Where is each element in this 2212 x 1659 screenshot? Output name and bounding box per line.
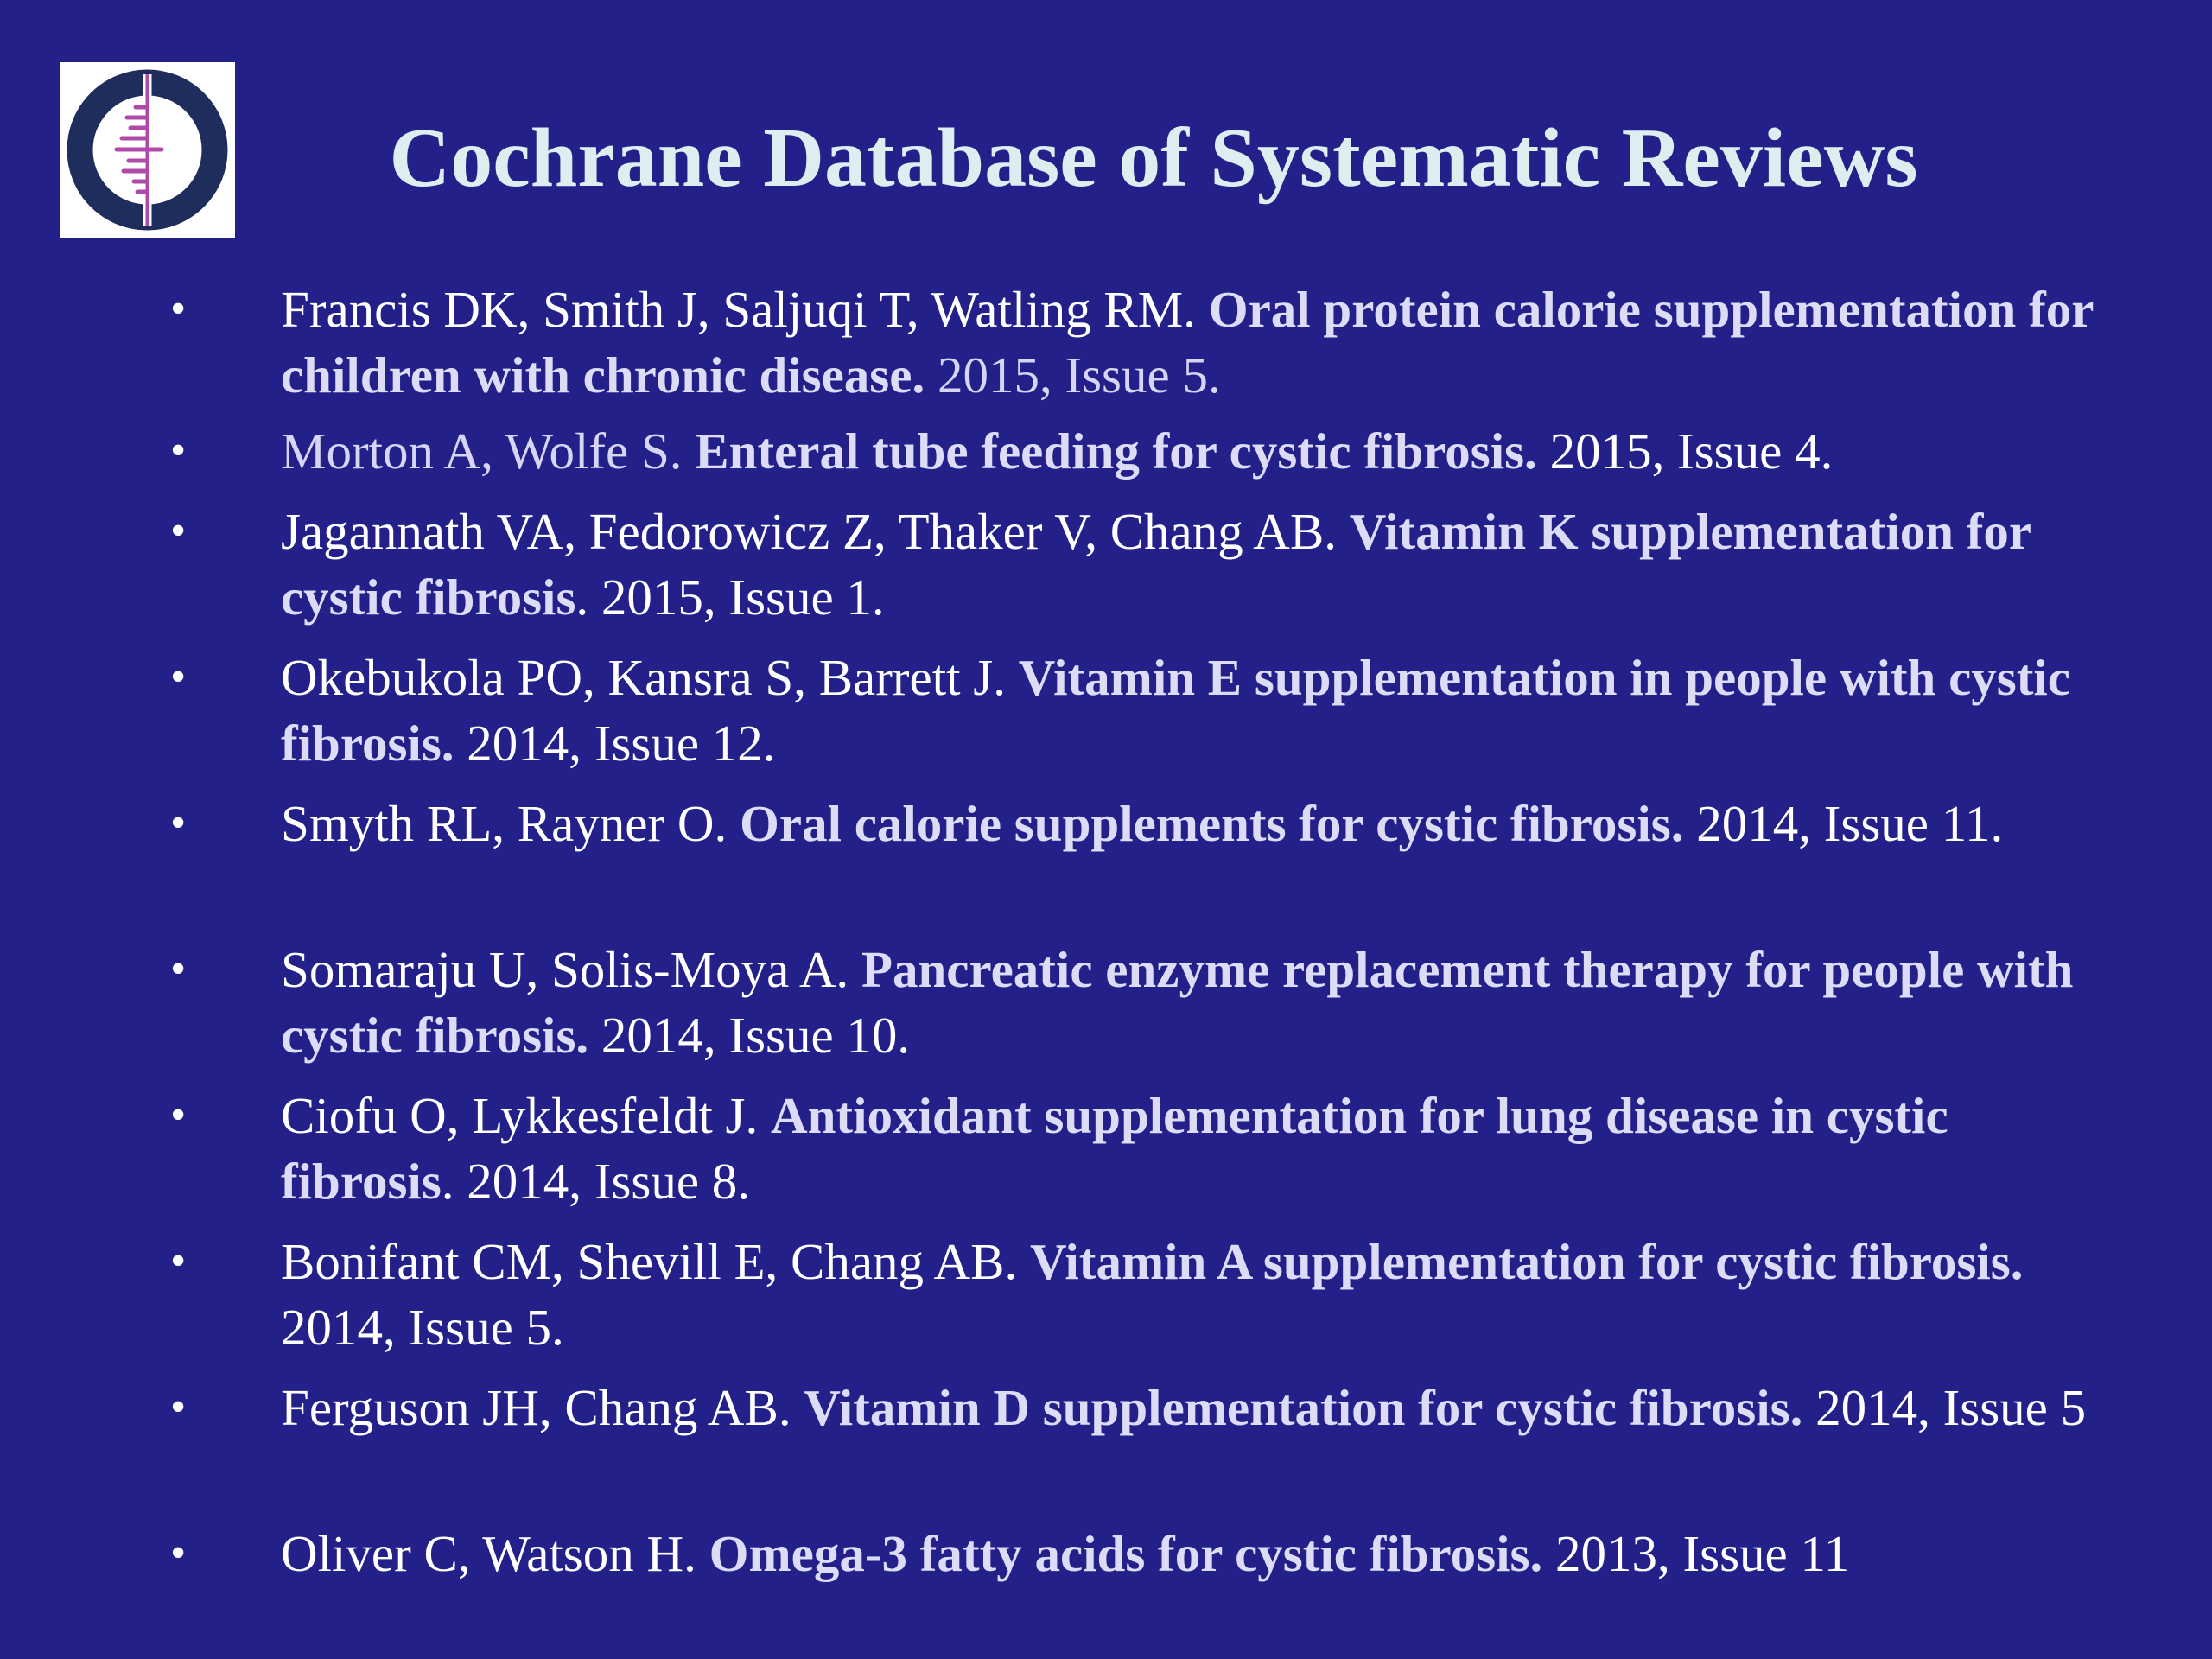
reference-details: 2014, Issue 11.: [1683, 795, 2004, 852]
reference-title: Enteral tube feeding for cystic fibrosis.: [695, 423, 1537, 480]
reference-details: 2015, Issue 5.: [925, 346, 1221, 404]
reference-authors: Okebukola PO, Kansra S, Barrett J.: [281, 649, 1019, 706]
reference-item: [170, 1375, 2095, 1440]
reference-title: Vitamin E supplementation in people with cystic fibrosis.: [281, 649, 2070, 772]
reference-item: [170, 418, 2095, 484]
bullet: •: [170, 1090, 187, 1140]
reference-authors: Ferguson JH, Chang AB.: [281, 1379, 804, 1436]
reference-authors: Ciofu O, Lykkesfeldt J.: [281, 1087, 772, 1144]
reference-title: Omega-3 fatty acids for cystic fibrosis.: [709, 1525, 1543, 1582]
slide-title: Cochrane Database of Systematic Reviews: [389, 111, 1918, 205]
bullet: •: [170, 798, 187, 848]
reference-details: 2013, Issue 11: [1542, 1525, 1850, 1582]
reference-title: Oral protein calorie supplementation for children with chronic disease.: [281, 281, 2094, 404]
reference-details: 2014, Issue 5: [1802, 1379, 2087, 1436]
reference-item: [170, 645, 2095, 776]
bullet: •: [170, 1236, 187, 1286]
reference-details: 2015, Issue 4.: [1536, 423, 1834, 480]
reference-item: [170, 499, 2095, 630]
reference-item: [170, 791, 2095, 856]
cochrane-logo: [60, 62, 235, 238]
reference-authors: Bonifant CM, Shevill E, Chang AB.: [281, 1233, 1030, 1290]
reference-item: [170, 937, 2095, 1068]
bullet: •: [170, 426, 187, 475]
reference-item: [170, 1083, 2095, 1214]
reference-details: 2014, Issue 12.: [454, 715, 776, 772]
bullet: •: [170, 1382, 187, 1432]
reference-details: 2014, Issue 10.: [588, 1007, 911, 1064]
reference-details: . 2014, Issue 8.: [441, 1153, 751, 1210]
bullet: •: [170, 652, 187, 702]
reference-authors: Somaraju U, Solis-Moya A.: [281, 941, 861, 998]
cochrane-logo-icon: [60, 62, 235, 238]
reference-title: Oral calorie supplements for cystic fibrosis.: [739, 795, 1684, 852]
reference-details: . 2015, Issue 1.: [575, 569, 885, 626]
reference-title: Vitamin A supplementation for cystic fibrosis.: [1030, 1233, 2024, 1290]
reference-authors: Oliver C, Watson H.: [281, 1525, 709, 1582]
reference-authors: Morton A, Wolfe S.: [281, 423, 696, 480]
reference-item: [170, 1229, 2095, 1360]
bullet: •: [170, 506, 187, 556]
bullet: •: [170, 284, 187, 334]
reference-title: Pancreatic enzyme replacement therapy for people with cystic fibrosis.: [281, 941, 2074, 1064]
reference-authors: Jagannath VA, Fedorowicz Z, Thaker V, Chang AB.: [281, 503, 1350, 560]
reference-authors: Francis DK, Smith J, Saljuqi T, Watling RM.: [281, 281, 1209, 338]
bullet: •: [170, 1529, 187, 1578]
reference-title: Vitamin D supplementation for cystic fibrosis.: [804, 1379, 1803, 1436]
reference-item: [170, 1521, 2095, 1586]
bullet: •: [170, 944, 187, 994]
reference-authors: Smyth RL, Rayner O.: [281, 795, 740, 852]
reference-title: Antioxidant supplementation for lung disease in cystic fibrosis: [281, 1087, 1948, 1210]
reference-item: [170, 276, 2095, 408]
reference-details: 2014, Issue 5.: [281, 1299, 564, 1356]
reference-title: Vitamin K supplementation for cystic fibrosis: [281, 503, 2031, 626]
